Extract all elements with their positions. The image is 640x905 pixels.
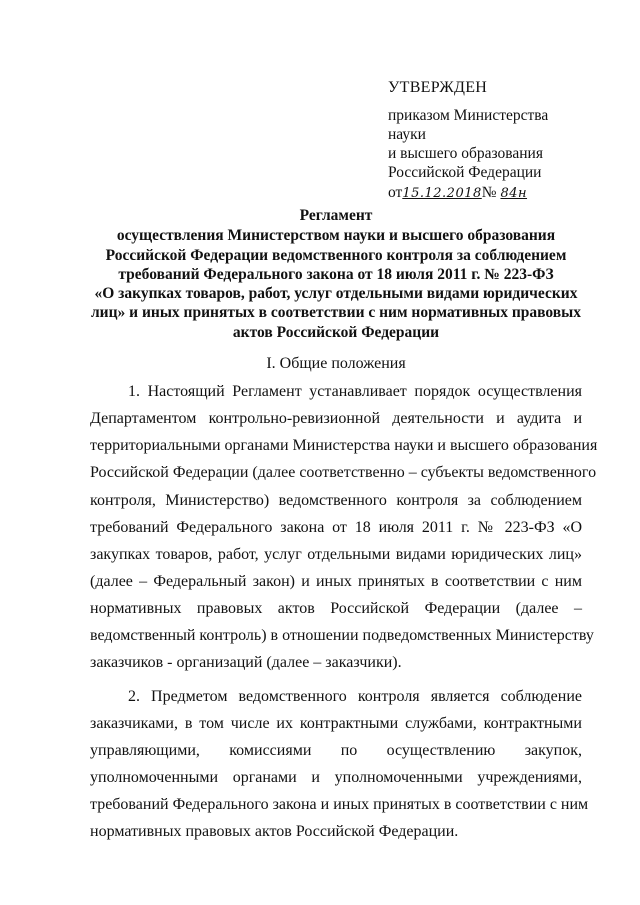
paragraph-line: требований Федерального закона от 18 июля 2011 г. № 223-ФЗ «О [90, 518, 582, 536]
date-prefix: от [388, 184, 403, 201]
paragraph-line: заказчиками, в том числе их контрактными службами, контрактными [90, 714, 582, 732]
handwritten-number: 84н [500, 186, 528, 201]
approval-date-line [388, 183, 608, 203]
paragraph-line: заказчиков - организаций (далее – заказчики). [90, 654, 402, 672]
paragraph-line: нормативных правовых актов Российской Федерации. [90, 823, 459, 841]
paragraph-line: (далее – Федеральный закон) и иных принятых в соответствии с ним [90, 572, 582, 590]
approval-block [388, 78, 608, 203]
paragraph-2 [90, 683, 589, 846]
paragraph-line: требований Федерального закона и иных принятых в соответствии с ним [90, 796, 589, 814]
paragraph-line: территориальными органами Министерства науки и высшего образования [90, 437, 598, 455]
handwritten-date: 15.12.2018 [402, 186, 482, 201]
approval-line: и высшего образования [388, 145, 543, 162]
paragraph-line: 2. Предметом ведомственного контроля является соблюдение [128, 687, 582, 705]
number-prefix: № [481, 184, 497, 201]
heading-line: «О закупках товаров, работ, услуг отдельными видами юридических [94, 285, 578, 303]
paragraph-line: Департаментом контрольно-ревизионной деятельности и аудита и [90, 410, 582, 428]
section-title: I. Общие положения [266, 355, 406, 372]
document-body [90, 378, 598, 845]
heading-line: Российской Федерации ведомственного контроля за соблюдением [105, 246, 567, 264]
approval-line: науки [388, 126, 426, 143]
paragraph-1 [90, 378, 598, 677]
paragraph-line: уполномоченными органами и уполномоченными учреждениями, [90, 768, 582, 786]
paragraph-line: управляющими, комиссиями по осуществлению закупок, [90, 741, 582, 759]
approval-line: Российской Федерации [388, 164, 542, 181]
heading-line: актов Российской Федерации [232, 323, 440, 341]
heading-line: лиц» и иных принятых в соответствии с ним нормативных правовых [90, 304, 582, 322]
approval-line: приказом Министерства [388, 107, 549, 124]
paragraph-line: контроля, Министерство) ведомственного контроля за соблюдением [90, 491, 582, 509]
paragraph-line: Российской Федерации (далее соответственно – субъекты ведомственного [90, 464, 597, 482]
paragraph-line: ведомственный контроль) в отношении подведомственных Министерству [90, 627, 594, 645]
paragraph-line: нормативных правовых актов Российской Федерации (далее – [90, 600, 582, 618]
heading-title: Регламент [299, 207, 373, 224]
heading-line: осуществления Министерством науки и высшего образования [116, 227, 556, 245]
heading-line: требований Федерального закона от 18 июля 2011 г. № 223-ФЗ [118, 265, 554, 283]
document-heading [90, 206, 582, 342]
approval-title: УТВЕРЖДЕН [388, 79, 488, 96]
paragraph-line: закупках товаров, работ, услуг отдельными видами юридических лиц» [90, 545, 582, 563]
paragraph-line: 1. Настоящий Регламент устанавливает порядок осуществления [128, 383, 582, 400]
